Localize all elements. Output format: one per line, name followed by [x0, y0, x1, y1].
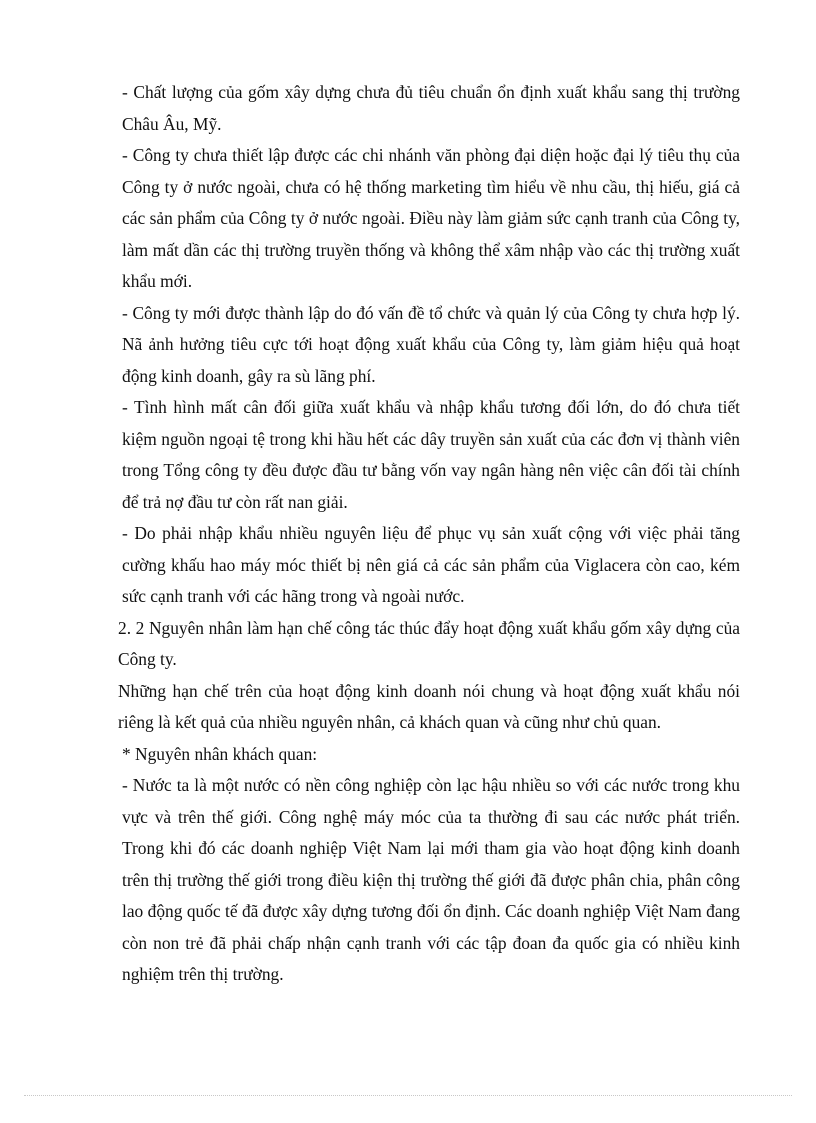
- paragraph-no-branch-offices: - Công ty chưa thiết lập được các chi nhánh văn phòng đại diện hoặc đại lý tiêu thụ của Công ty ở nước ngoài, chưa có hệ thống marketing tìm hiểu về nhu cầu, thị hiếu, giá cả các sản phẩm của Công ty ở nước ngoài. Điều này làm giảm sức cạnh tranh của Công ty, làm mất dần các thị trường truyền thống và không thể xâm nhập vào các thị trường xuất khẩu mới.: [122, 145, 740, 291]
- paragraph-causes-intro: Những hạn chế trên của hoạt động kinh doanh nói chung và hoạt động xuất khẩu nói riêng là kết quả của nhiều nguyên nhân, cả khách quan và cũng như chủ quan.: [118, 680, 740, 732]
- paragraph-backward-industry: - Nước ta là một nước có nền công nghiệp còn lạc hậu nhiều so với các nước trong khu vực và trên thế giới. Công nghệ máy móc của ta thường đi sau các nước phát triển. Trong khi đó các doanh nghiệp Việt Nam lại mới tham gia vào hoạt động kinh doanh trên thị trường thế giới trong điều kiện thị trường thế giới đã được phân chia, phân công lao động quốc tế đã được xây dựng tương đối ổn định. Các doanh nghiệp Việt Nam đang còn non trẻ đã phải chấp nhận cạnh tranh với các tập đoan đa quốc gia có nhiều kinh nghiệm trên thị trường.: [122, 775, 740, 984]
- subheading-objective-causes: * Nguyên nhân khách quan:: [122, 743, 318, 764]
- document-body: [118, 77, 740, 991]
- paragraph-trade-imbalance: - Tình hình mất cân đối giữa xuất khẩu và nhập khẩu tương đối lớn, do đó chưa tiết kiệm nguồn ngoại tệ trong khi hầu hết các dây truyền sản xuất của các đơn vị thành viên trong Tổng công ty đều được đầu tư bằng vốn vay ngân hàng nên việc cân đối tài chính để trả nợ đầu tư còn rất nan giải.: [122, 397, 740, 512]
- paragraph-organization: - Công ty mới được thành lập do đó vấn đề tổ chức và quản lý của Công ty chưa hợp lý. Nã ảnh hưởng tiêu cực tới hoạt động xuất khẩu của Công ty, làm giảm hiệu quả hoạt động kinh doanh, gây ra sù lãng phí.: [122, 302, 740, 386]
- page-bottom-divider: [24, 1095, 792, 1096]
- paragraph-import-materials: - Do phải nhập khẩu nhiều nguyên liệu để phục vụ sản xuất cộng với việc phải tăng cường khấu hao máy móc thiết bị nên giá cả các sản phẩm của Viglacera còn cao, kém sức cạnh tranh với các hãng trong và ngoài nước.: [122, 523, 740, 606]
- paragraph-quality-issue: - Chất lượng của gốm xây dựng chưa đủ tiêu chuẩn ổn định xuất khẩu sang thị trường Châu Âu, Mỹ.: [122, 82, 740, 134]
- section-heading-causes: 2. 2 Nguyên nhân làm hạn chế công tác thúc đẩy hoạt động xuất khẩu gốm xây dựng của Công ty.: [118, 617, 740, 669]
